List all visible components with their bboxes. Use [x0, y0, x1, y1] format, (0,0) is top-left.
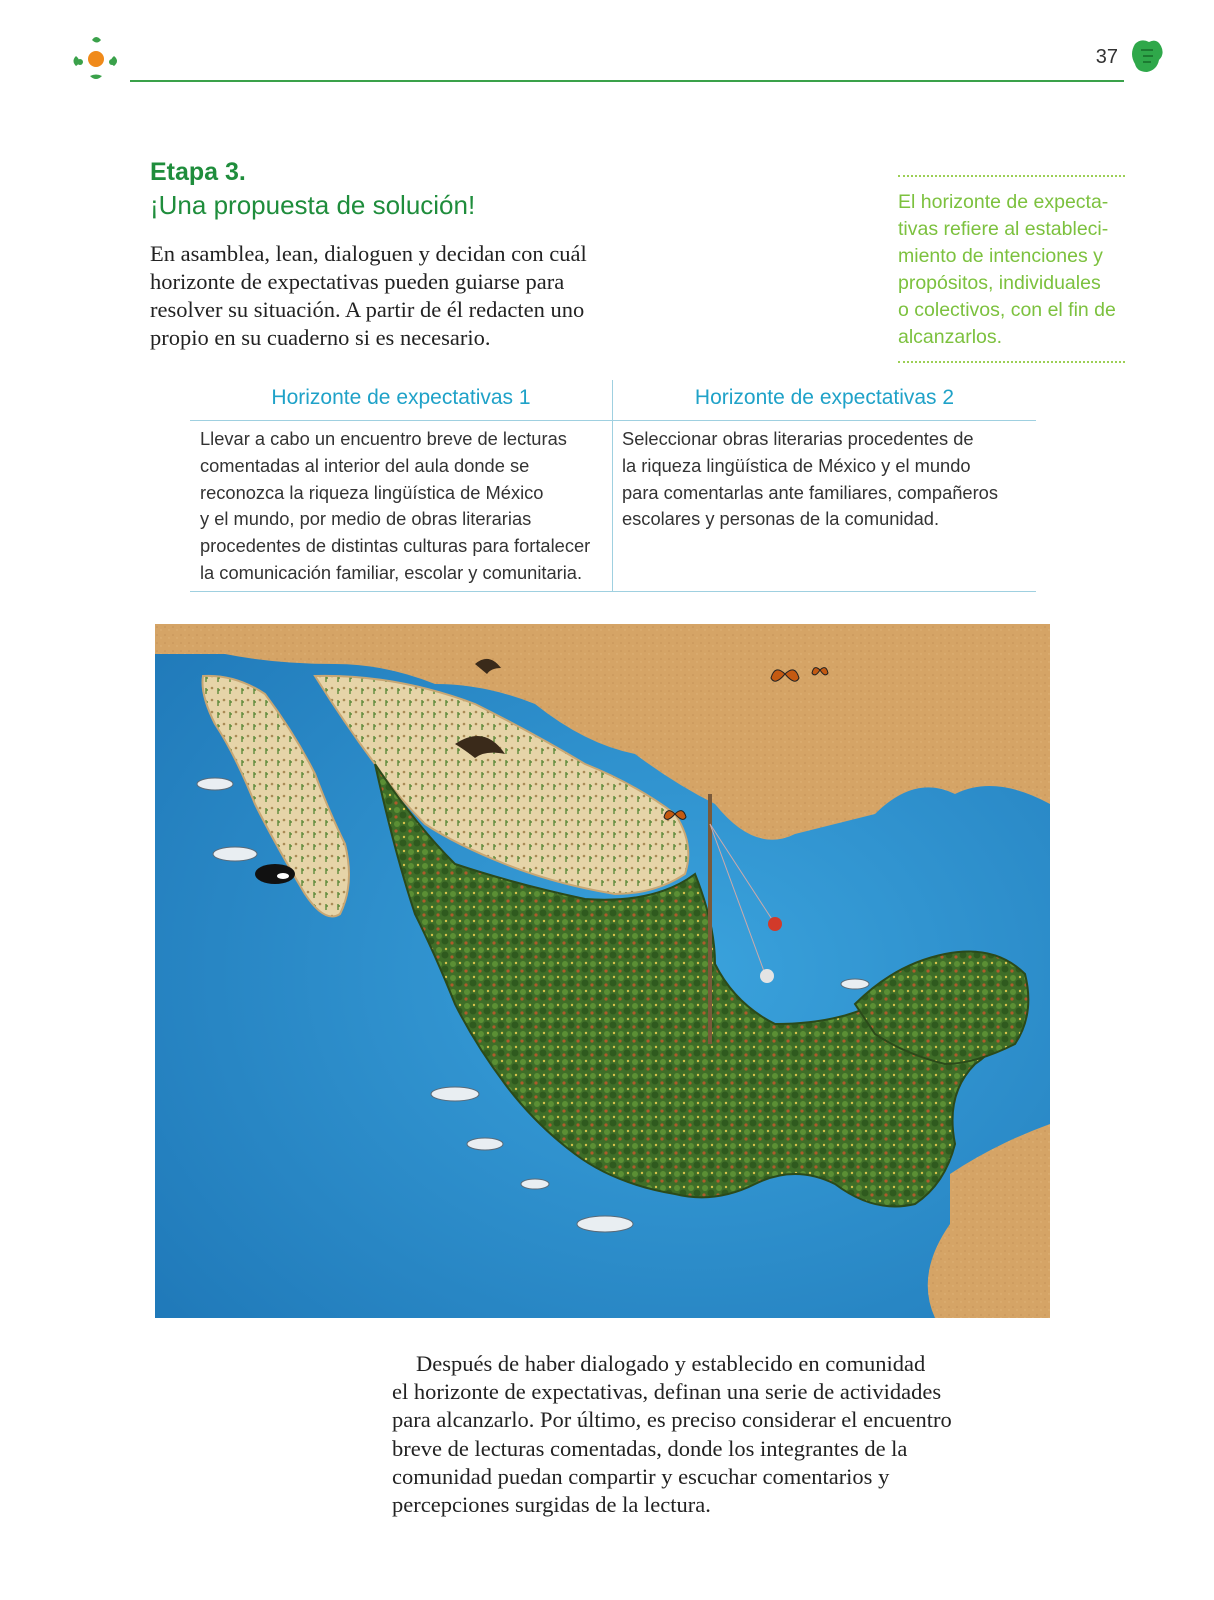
closing-line: comunidad puedan compartir y escuchar comentarios y — [392, 1463, 890, 1489]
horizon-2-line: Seleccionar obras literarias procedentes de — [622, 428, 974, 449]
header-rule-line — [190, 420, 1036, 421]
horizon-1-line: procedentes de distintas culturas para fortalecer — [200, 535, 591, 557]
horizons-table — [190, 380, 1036, 592]
stage-title: Etapa 3. — [150, 158, 246, 186]
horizon-1-line: comentadas al interior del aula donde se — [200, 454, 530, 476]
closing-line: el horizonte de expectativas, definan una serie de actividades — [392, 1379, 942, 1405]
closing-line: para alcanzarlo. Por último, es preciso considerar el encuentro — [392, 1407, 952, 1433]
mexico-illustrated-map — [155, 624, 1050, 1318]
instructions-paragraph: En asamblea, lean, dialoguen y decidan con cuál horizonte de expectativas pueden guiarse para resolver su situación. A partir de él redacten uno propio en su cuaderno si es necesario. — [150, 241, 587, 350]
closing-paragraph — [392, 1350, 982, 1519]
green-glyph-icon — [1131, 38, 1165, 74]
page-number: 37 — [1095, 46, 1118, 68]
closing-line: breve de lecturas comentadas, donde los integrantes de la — [392, 1435, 908, 1461]
definition-line: tivas refiere al estableci- — [898, 218, 1109, 240]
horizon-2-line: la riqueza lingüística de México y el mundo — [622, 454, 971, 476]
flower-logo-icon — [70, 34, 126, 86]
definition-line: alcanzarlos. — [898, 326, 1003, 348]
horizon-2-heading: Horizonte de expectativas 2 — [694, 386, 955, 409]
horizon-1-line: Llevar a cabo un encuentro breve de lecturas — [200, 428, 567, 449]
definition-line: El horizonte de expecta- — [898, 191, 1109, 213]
definition-box — [898, 175, 1125, 363]
horizon-1-heading: Horizonte de expectativas 1 — [271, 386, 531, 409]
column-divider — [612, 380, 613, 592]
horizon-2-line: para comentarlas ante familiares, compañeros — [622, 481, 998, 503]
horizon-1-line: la comunicación familiar, escolar y comunitaria. — [200, 561, 583, 583]
horizon-2-line: escolares y personas de la comunidad. — [622, 508, 940, 530]
definition-line: o colectivos, con el fin de — [898, 299, 1116, 321]
header-rule — [130, 80, 1124, 82]
horizon-1-line: reconozca la riqueza lingüística de México — [200, 481, 544, 503]
closing-line: percepciones surgidas de la lectura. — [392, 1492, 711, 1518]
definition-line: propósitos, individuales — [898, 272, 1101, 294]
definition-line: miento de intenciones y — [898, 245, 1103, 267]
stage-subtitle: ¡Una propuesta de solución! — [150, 190, 476, 220]
horizon-1-text — [200, 426, 610, 587]
closing-line: Después de haber dialogado y establecido en comunidad — [416, 1351, 926, 1376]
bottom-rule-line — [190, 591, 1036, 592]
horizon-1-line: y el mundo, por medio de obras literarias — [200, 508, 532, 530]
orca-decor — [255, 864, 295, 884]
horizon-2-text — [622, 426, 1032, 533]
